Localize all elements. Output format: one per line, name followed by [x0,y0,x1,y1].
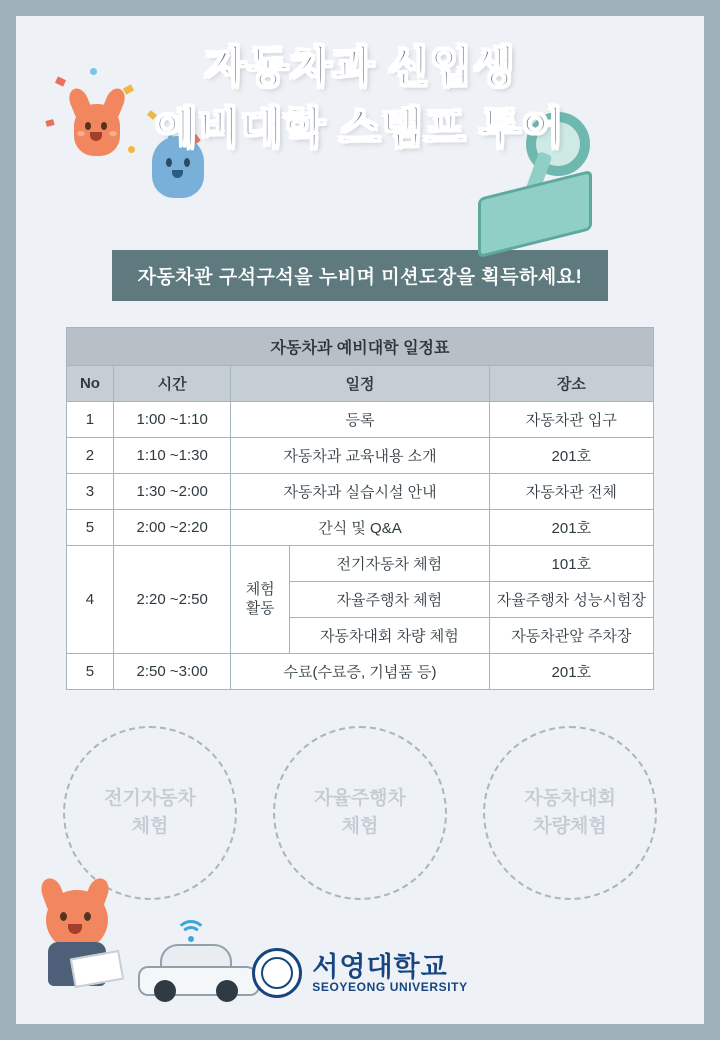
table-row [67,510,654,546]
wifi-signal-icon [176,920,206,944]
university-logo-text [312,953,467,994]
stamp-circle-autonomous [273,726,447,900]
cell-event: 수료(수료증, 기념품 등) [231,654,489,690]
column-header-event: 일정 [231,366,489,402]
cell-event: 전기자동차 체험 [290,546,490,582]
cell-event: 간식 및 Q&A [231,510,489,546]
table-title-row [67,328,654,366]
cell-event: 자동차과 실습시설 안내 [231,474,489,510]
university-emblem-icon [252,948,302,998]
group-label-line-2: 활동 [245,599,275,617]
cell-place: 자동차관 입구 [489,402,653,438]
cell-place: 자동차관 전체 [489,474,653,510]
cell-no: 3 [67,474,114,510]
cell-time: 2:50 ~3:00 [113,654,230,690]
university-name-kr: 서영대학교 [312,951,448,982]
cell-place: 자동차관앞 주차장 [489,618,653,654]
cell-event: 자율주행차 체험 [290,582,490,618]
cell-place: 201호 [489,438,653,474]
table-row [67,654,654,690]
schedule-table-title: 자동차과 예비대학 일정표 [67,328,654,366]
stamp-circle-competition [483,726,657,900]
stamp-circle-electric-line-2: 체험 [131,816,169,837]
stamp-circle-competition-line-1: 자동차대회 [524,788,616,810]
cell-time: 2:20 ~2:50 [113,546,230,654]
stamp-circle-competition-line-2: 차량체험 [533,816,607,837]
cell-place: 201호 [489,510,653,546]
cell-event: 등록 [231,402,489,438]
title-area [16,16,704,246]
table-header-row [67,366,654,402]
cell-no: 5 [67,510,114,546]
cell-no: 4 [67,546,114,654]
cell-place: 101호 [489,546,653,582]
university-name-en: SEOYEONG UNIVERSITY [312,979,468,994]
stamp-circle-group [16,726,704,900]
cell-time: 1:30 ~2:00 [113,474,230,510]
schedule-table [66,327,654,690]
table-row [67,438,654,474]
cell-event: 자동차과 교육내용 소개 [231,438,489,474]
stamp-circle-autonomous-line-2: 체험 [341,816,379,837]
table-row [67,546,654,582]
cell-time: 1:10 ~1:30 [113,438,230,474]
banner-row [16,250,704,301]
cell-no: 2 [67,438,114,474]
cell-time: 1:00 ~1:10 [113,402,230,438]
cell-time: 2:00 ~2:20 [113,510,230,546]
group-label-line-1: 체험 [245,580,275,598]
stamp-circle-electric-line-1: 전기자동차 [104,788,196,810]
column-header-no: No [67,366,114,402]
cell-event: 자동차대회 차량 체험 [290,618,490,654]
schedule-table-wrapper [66,327,654,690]
cell-place: 201호 [489,654,653,690]
column-header-place: 장소 [489,366,653,402]
page-title [16,38,704,160]
cell-group-label [231,546,290,654]
page-title-line-2: 예비대학 스탬프 투어 [155,105,565,154]
table-row [67,474,654,510]
page-title-line-1: 자동차과 신입생 [204,44,516,92]
university-logo [16,948,704,998]
cell-place: 자율주행차 성능시험장 [489,582,653,618]
stamp-circle-autonomous-line-1: 자율주행차 [314,788,406,810]
cell-no: 5 [67,654,114,690]
table-row [67,402,654,438]
stamp-circle-electric [63,726,237,900]
cell-no: 1 [67,402,114,438]
column-header-time: 시간 [113,366,230,402]
subtitle-banner: 자동차관 구석구석을 누비며 미션도장을 획득하세요! [112,250,609,301]
